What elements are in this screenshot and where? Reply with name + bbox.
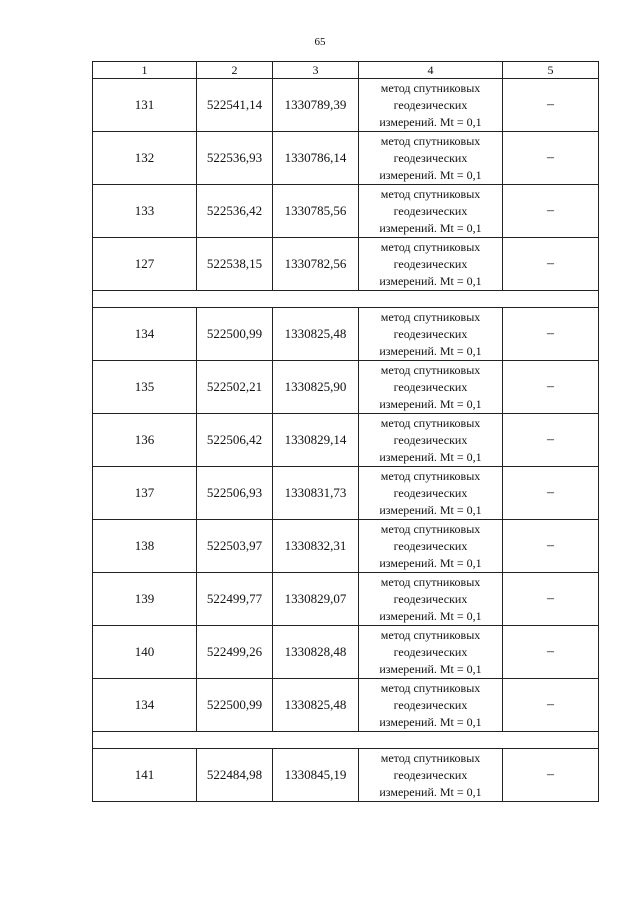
table-row: [93, 185, 599, 238]
y-coordinate-cell: 1330782,56: [273, 238, 359, 291]
method-text-line: геодезических: [393, 697, 468, 712]
y-coordinate-cell: 1330825,48: [273, 308, 359, 361]
y-coordinate-cell: 1330829,07: [273, 573, 359, 626]
method-text-line: метод спутниковых: [380, 750, 481, 765]
column-5-cell: –: [503, 679, 599, 732]
y-coordinate-cell: 1330831,73: [273, 467, 359, 520]
x-coordinate-cell: 522538,15: [197, 238, 273, 291]
point-number-cell: 135: [93, 361, 197, 414]
table-row: [93, 79, 599, 132]
method-text-line: измерений. Mt = 0,1: [379, 784, 482, 799]
table-row: [93, 626, 599, 679]
method-text-line: измерений. Mt = 0,1: [379, 449, 482, 464]
table-row: [93, 361, 599, 414]
column-5-cell: –: [503, 467, 599, 520]
method-cell: [359, 467, 503, 520]
method-text-line: метод спутниковых: [380, 186, 481, 201]
column-5-cell: –: [503, 79, 599, 132]
page-number: 65: [314, 36, 326, 48]
method-cell: [359, 679, 503, 732]
method-text-line: метод спутниковых: [380, 309, 481, 324]
header-col-1: 1: [93, 62, 197, 79]
method-cell: [359, 79, 503, 132]
header-row: [93, 62, 599, 79]
point-number-cell: 136: [93, 414, 197, 467]
method-text-line: геодезических: [393, 538, 468, 553]
point-number-cell: 127: [93, 238, 197, 291]
x-coordinate-cell: 522500,99: [197, 308, 273, 361]
header-col-3: 3: [273, 62, 359, 79]
method-text-line: метод спутниковых: [380, 680, 481, 695]
point-number-cell: 134: [93, 679, 197, 732]
group-separator-cell: [93, 732, 599, 749]
table-row: [93, 238, 599, 291]
x-coordinate-cell: 522503,97: [197, 520, 273, 573]
method-text-line: метод спутниковых: [380, 415, 481, 430]
point-number-cell: 131: [93, 79, 197, 132]
method-text-line: геодезических: [393, 591, 468, 606]
column-5-cell: –: [503, 520, 599, 573]
point-number-cell: 132: [93, 132, 197, 185]
header-col-5: 5: [503, 62, 599, 79]
x-coordinate-cell: 522536,93: [197, 132, 273, 185]
y-coordinate-cell: 1330789,39: [273, 79, 359, 132]
method-text-line: геодезических: [393, 97, 468, 112]
table-row: [93, 573, 599, 626]
method-text-line: геодезических: [393, 256, 468, 271]
method-text-line: метод спутниковых: [380, 362, 481, 377]
point-number-cell: 139: [93, 573, 197, 626]
method-text-line: метод спутниковых: [380, 239, 481, 254]
method-text-line: геодезических: [393, 150, 468, 165]
table-row: [93, 520, 599, 573]
column-5-cell: –: [503, 308, 599, 361]
x-coordinate-cell: 522506,42: [197, 414, 273, 467]
method-text-line: метод спутниковых: [380, 627, 481, 642]
y-coordinate-cell: 1330825,90: [273, 361, 359, 414]
method-cell: [359, 626, 503, 679]
method-text-line: геодезических: [393, 485, 468, 500]
x-coordinate-cell: 522506,93: [197, 467, 273, 520]
method-text-line: измерений. Mt = 0,1: [379, 608, 482, 623]
method-text-line: геодезических: [393, 203, 468, 218]
header-col-4: 4: [359, 62, 503, 79]
group-separator-cell: [93, 291, 599, 308]
method-text-line: геодезических: [393, 379, 468, 394]
table-row: [93, 679, 599, 732]
table-row: [93, 467, 599, 520]
method-text-line: измерений. Mt = 0,1: [379, 273, 482, 288]
method-text-line: измерений. Mt = 0,1: [379, 114, 482, 129]
point-number-cell: 138: [93, 520, 197, 573]
x-coordinate-cell: 522500,99: [197, 679, 273, 732]
table-row: [93, 749, 599, 802]
method-text-line: геодезических: [393, 644, 468, 659]
table-body: [93, 79, 599, 802]
column-5-cell: –: [503, 414, 599, 467]
method-text-line: метод спутниковых: [380, 574, 481, 589]
group-separator-row: [93, 732, 599, 749]
coordinates-table: [92, 61, 599, 802]
method-cell: [359, 238, 503, 291]
x-coordinate-cell: 522502,21: [197, 361, 273, 414]
x-coordinate-cell: 522536,42: [197, 185, 273, 238]
table-row: [93, 414, 599, 467]
y-coordinate-cell: 1330829,14: [273, 414, 359, 467]
method-text-line: метод спутниковых: [380, 133, 481, 148]
column-5-cell: –: [503, 185, 599, 238]
y-coordinate-cell: 1330845,19: [273, 749, 359, 802]
table-row: [93, 132, 599, 185]
column-5-cell: –: [503, 238, 599, 291]
method-cell: [359, 361, 503, 414]
method-text-line: измерений. Mt = 0,1: [379, 167, 482, 182]
x-coordinate-cell: 522499,77: [197, 573, 273, 626]
method-text-line: измерений. Mt = 0,1: [379, 396, 482, 411]
method-cell: [359, 414, 503, 467]
method-text-line: измерений. Mt = 0,1: [379, 343, 482, 358]
method-text-line: измерений. Mt = 0,1: [379, 661, 482, 676]
header-col-2: 2: [197, 62, 273, 79]
method-cell: [359, 308, 503, 361]
column-5-cell: –: [503, 132, 599, 185]
y-coordinate-cell: 1330785,56: [273, 185, 359, 238]
y-coordinate-cell: 1330825,48: [273, 679, 359, 732]
method-cell: [359, 132, 503, 185]
method-cell: [359, 520, 503, 573]
table-row: [93, 308, 599, 361]
method-text-line: геодезических: [393, 767, 468, 782]
column-5-cell: –: [503, 573, 599, 626]
y-coordinate-cell: 1330786,14: [273, 132, 359, 185]
column-5-cell: –: [503, 626, 599, 679]
method-cell: [359, 573, 503, 626]
point-number-cell: 137: [93, 467, 197, 520]
y-coordinate-cell: 1330832,31: [273, 520, 359, 573]
method-text-line: измерений. Mt = 0,1: [379, 220, 482, 235]
point-number-cell: 134: [93, 308, 197, 361]
method-text-line: геодезических: [393, 326, 468, 341]
method-text-line: метод спутниковых: [380, 80, 481, 95]
x-coordinate-cell: 522499,26: [197, 626, 273, 679]
method-text-line: геодезических: [393, 432, 468, 447]
point-number-cell: 140: [93, 626, 197, 679]
method-text-line: измерений. Mt = 0,1: [379, 502, 482, 517]
method-text-line: измерений. Mt = 0,1: [379, 555, 482, 570]
column-5-cell: –: [503, 749, 599, 802]
method-text-line: измерений. Mt = 0,1: [379, 714, 482, 729]
x-coordinate-cell: 522541,14: [197, 79, 273, 132]
method-cell: [359, 749, 503, 802]
group-separator-row: [93, 291, 599, 308]
method-text-line: метод спутниковых: [380, 468, 481, 483]
column-5-cell: –: [503, 361, 599, 414]
y-coordinate-cell: 1330828,48: [273, 626, 359, 679]
x-coordinate-cell: 522484,98: [197, 749, 273, 802]
method-cell: [359, 185, 503, 238]
method-text-line: метод спутниковых: [380, 521, 481, 536]
point-number-cell: 133: [93, 185, 197, 238]
point-number-cell: 141: [93, 749, 197, 802]
